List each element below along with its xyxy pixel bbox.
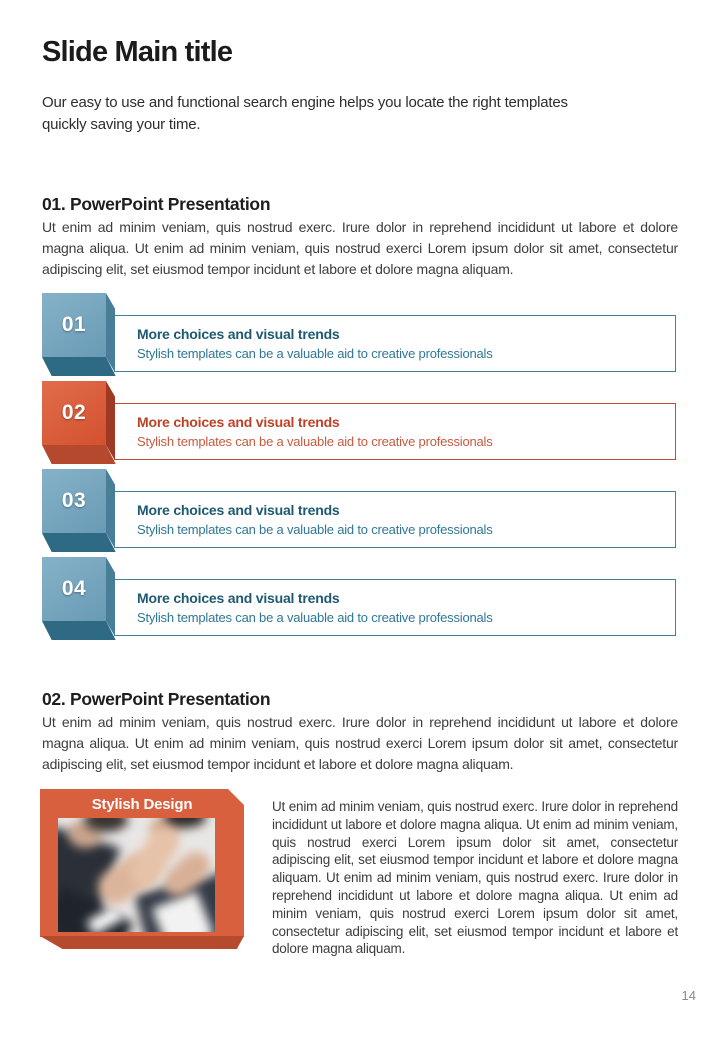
item-number: 02 <box>61 401 87 424</box>
numbered-item-01 <box>42 291 676 379</box>
section-1-heading: 01. PowerPoint Presentation <box>42 194 271 214</box>
item-card <box>114 403 676 460</box>
item-subtitle: Stylish templates can be a valuable aid to creative professionals <box>137 346 493 361</box>
numbered-item-02 <box>42 379 676 467</box>
number-cube-04 <box>42 557 118 641</box>
item-title: More choices and visual trends <box>137 590 340 606</box>
bottom-paragraph: Ut enim ad minim veniam, quis nostrud exerc. Irure dolor in reprehend incididunt ut labore et dolore magna aliqua. Ut enim ad minim veniam, quis nostrud exerci Lorem ipsum dolor sit amet, consectetur adipiscing elit, set eiusmod tempor incidunt et labore et dolore magna aliquam. Ut enim ad minim veniam, quis nostrud exerc. Irure dolor in reprehend incididunt ut labore et dolore magna aliqua. Ut enim ad minim veniam, quis nostrud exerci Lorem ipsum dolor sit amet, consectetur adipiscing elit, set eiusmod tempor incidunt et labore et dolore magna aliquam. <box>272 799 678 957</box>
item-card <box>114 315 676 372</box>
item-card <box>114 579 676 636</box>
applause-photo <box>58 818 215 932</box>
banner-bottom-fold <box>40 936 244 949</box>
item-title: More choices and visual trends <box>137 326 340 342</box>
item-subtitle: Stylish templates can be a valuable aid to creative professionals <box>137 610 493 625</box>
item-subtitle: Stylish templates can be a valuable aid to creative professionals <box>137 434 493 449</box>
section-1-body: Ut enim ad minim veniam, quis nostrud exerc. Irure dolor in reprehend incididunt ut labore et dolore magna aliqua. Ut enim ad minim veniam, quis nostrud exerci Lorem ipsum dolor sit amet, consectetur adipiscing elit, set eiusmod tempor incidunt et labore et dolore magna aliquam. <box>42 219 678 277</box>
section-2-heading: 02. PowerPoint Presentation <box>42 689 271 709</box>
item-title: More choices and visual trends <box>137 502 340 518</box>
cube-bottom-face <box>42 533 116 552</box>
section-2-body: Ut enim ad minim veniam, quis nostrud exerc. Irure dolor in reprehend incididunt ut labore et dolore magna aliqua. Ut enim ad minim veniam, quis nostrud exerci Lorem ipsum dolor sit amet, consectetur adipiscing elit, set eiusmod tempor incidunt et labore et dolore magna aliquam. <box>42 714 678 772</box>
cube-bottom-face <box>42 357 116 376</box>
number-cube-01 <box>42 293 118 377</box>
page-subtitle: Our easy to use and functional search engine helps you locate the right templates quickly saving your time. <box>42 94 568 133</box>
item-card <box>114 491 676 548</box>
numbered-item-03 <box>42 467 676 555</box>
number-cube-02 <box>42 381 118 465</box>
number-cube-03 <box>42 469 118 553</box>
numbered-item-04 <box>42 555 676 643</box>
cube-bottom-face <box>42 445 116 464</box>
page-number: 14 <box>681 988 696 1003</box>
item-title: More choices and visual trends <box>137 414 340 430</box>
item-number: 01 <box>61 313 87 336</box>
banner-title: Stylish Design <box>91 796 193 813</box>
stylish-design-banner <box>40 789 244 949</box>
cube-bottom-face <box>42 621 116 640</box>
item-number: 03 <box>61 489 87 512</box>
page-title: Slide Main title <box>42 36 233 68</box>
item-subtitle: Stylish templates can be a valuable aid to creative professionals <box>137 522 493 537</box>
item-number: 04 <box>61 577 87 600</box>
